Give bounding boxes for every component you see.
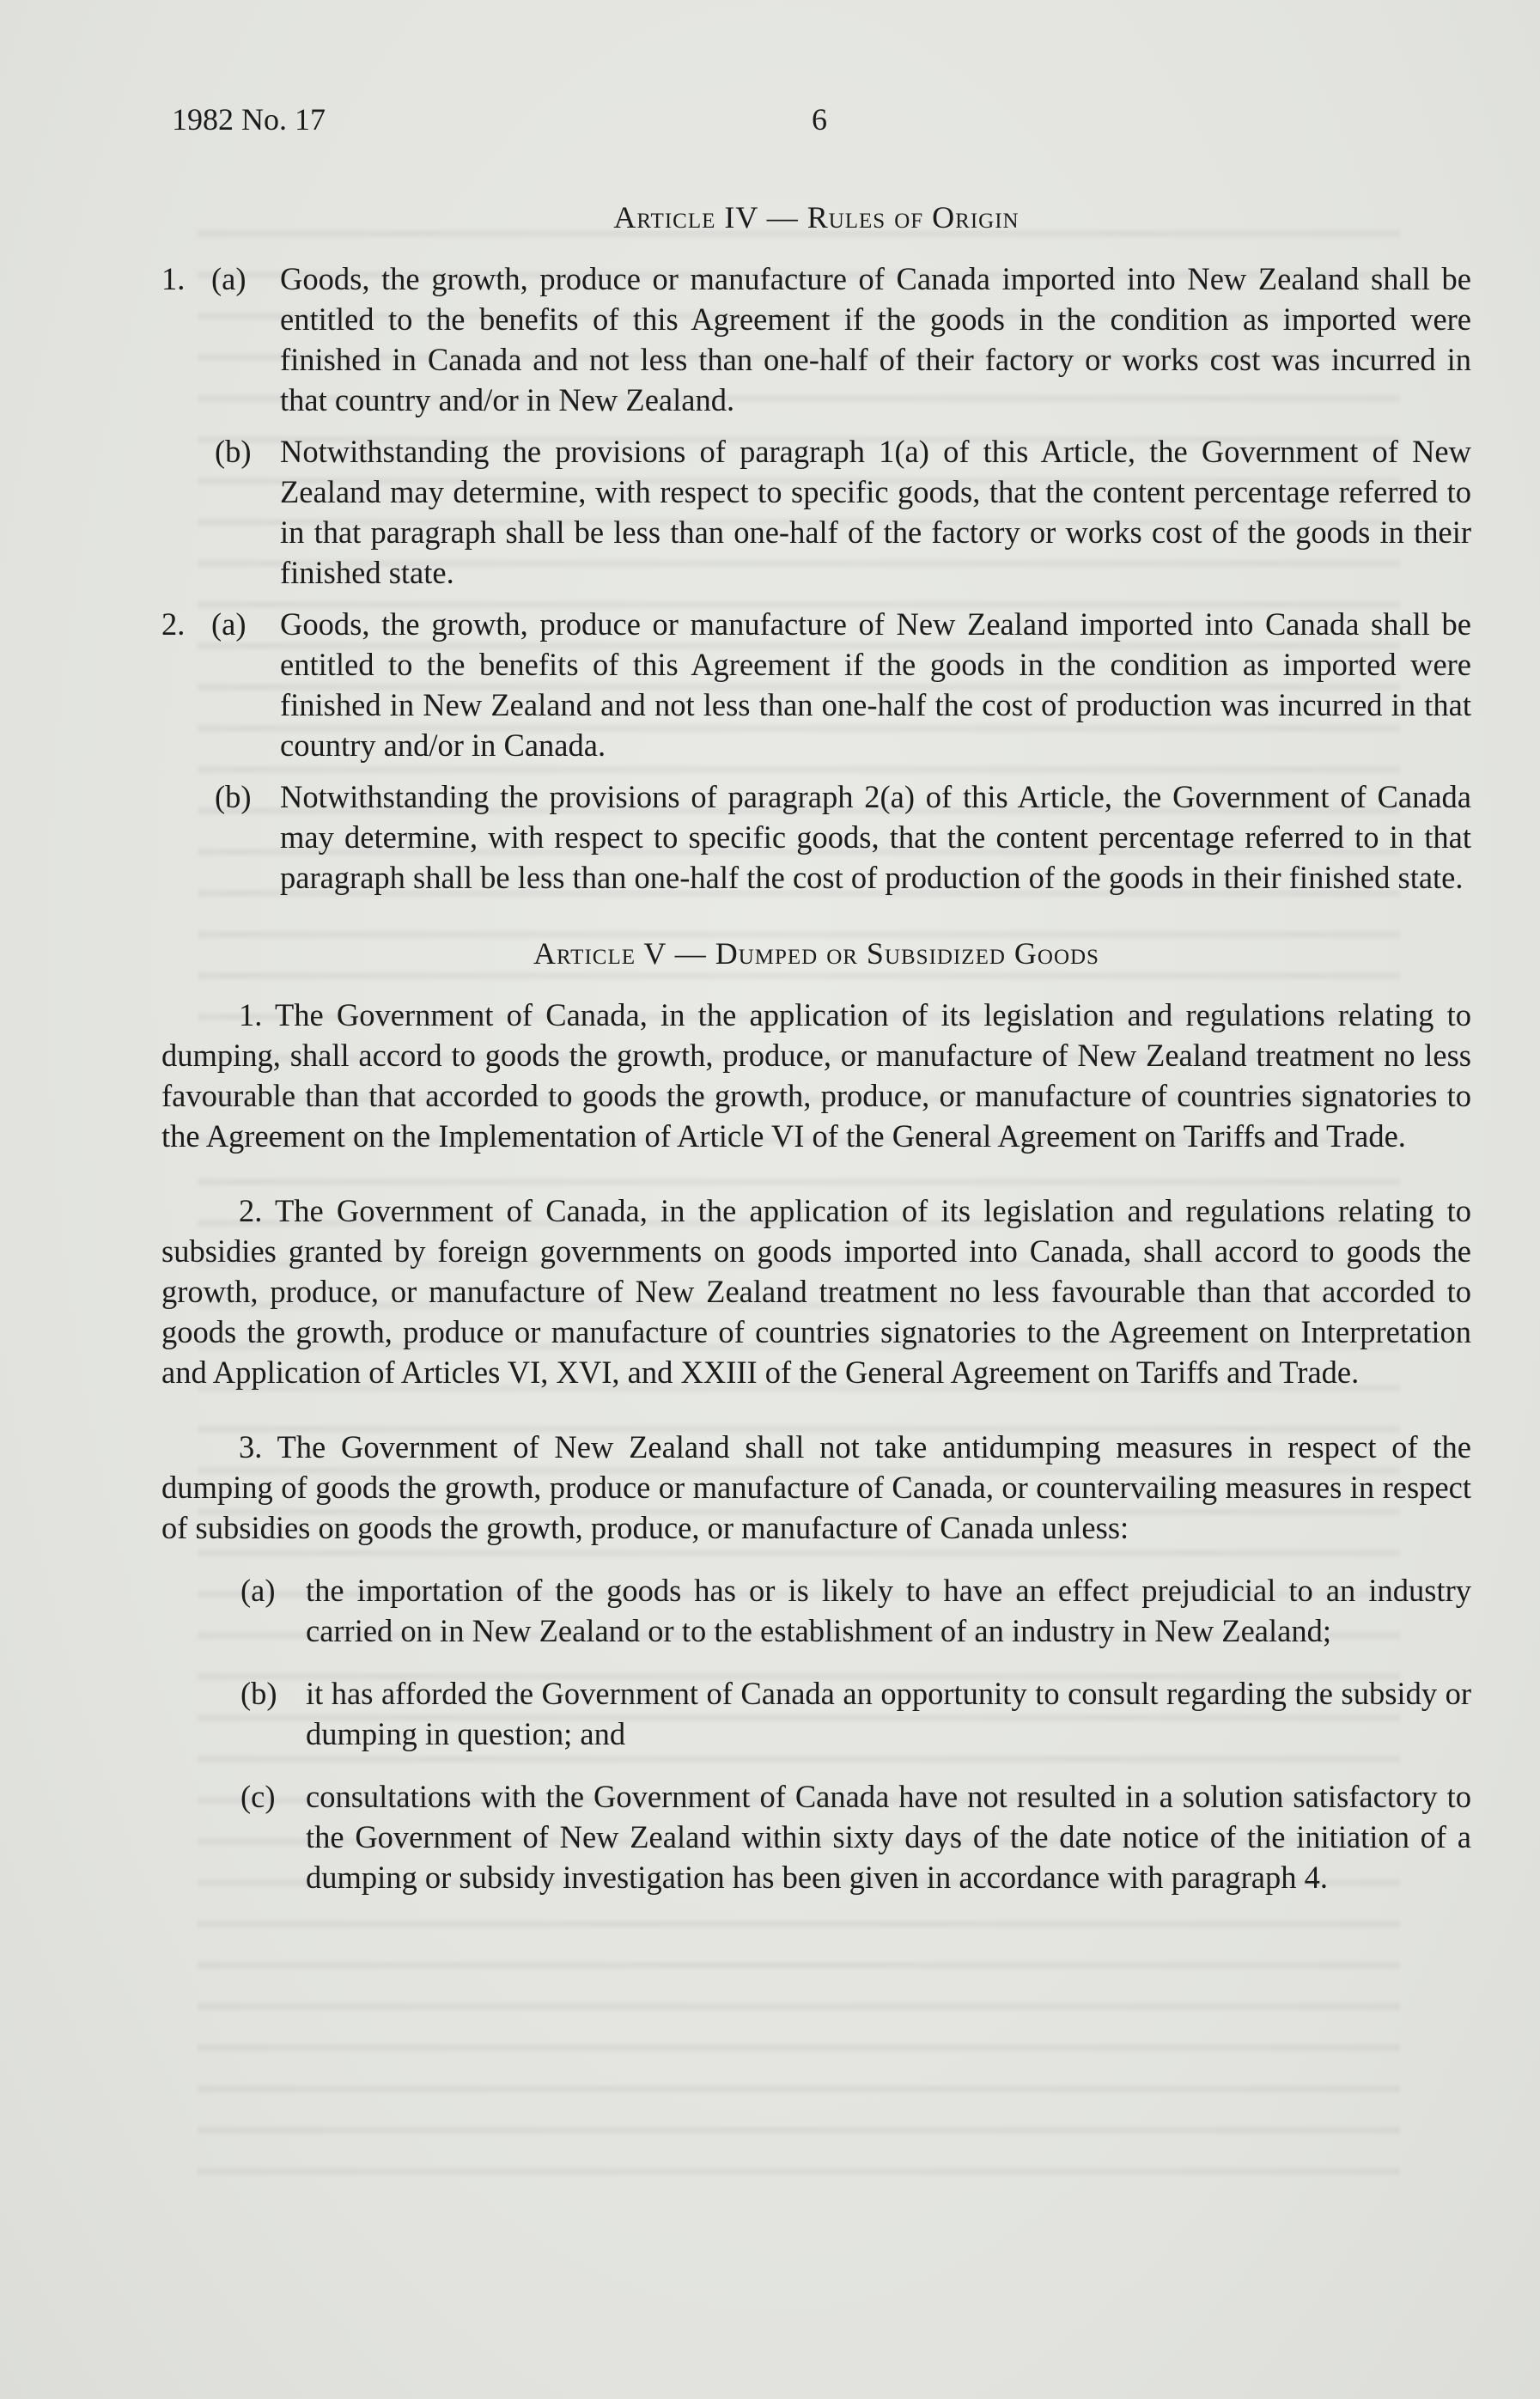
document-body — [161, 198, 1471, 1920]
subitem-text: consultations with the Government of Canada have not resulted in a solution satisfactory to the Government of New Zealand within sixty days of the date notice of the initiation of a dumping or subsidy investigation has been given in accordance with paragraph 4. — [306, 1779, 1471, 1895]
article-v-subitem — [161, 1776, 1471, 1897]
item-label: (b) — [215, 779, 252, 814]
item-number: 2. — [161, 606, 186, 642]
item-label: (a) — [211, 606, 247, 642]
subitem-label: (c) — [240, 1779, 276, 1814]
item-label: (a) — [211, 261, 247, 296]
article-v-subitem — [161, 1570, 1471, 1651]
article-v-paragraph: 2. The Government of Canada, in the application of its legislation and regulations relating to subsidies granted by foreign governments on goods imported into Canada, shall accord to goods the growth, produce, or manufacture of New Zealand treatment no less favourable than that accorded to goods the growth, produce or manufacture of countries signatories to the Agreement on Interpretation and Application of Articles VI, XVI, and XXIII of the General Agreement on Tariffs and Trade. — [161, 1193, 1471, 1390]
item-text: Goods, the growth, produce or manufacture of New Zealand imported into Canada shall be entitled to the benefits of this Agreement if the goods in the condition as imported were finished in New Zealand and not less than one-half the cost of production was incurred in that country and/or in Canada. — [280, 606, 1471, 763]
article-iv-item — [161, 431, 1471, 593]
item-text: Notwithstanding the provisions of paragraph 1(a) of this Article, the Government of New Zealand may determine, with respect to specific goods, that the content percentage referred to in that paragraph shall be less than one-half of the factory or works cost of the goods in their finished state. — [280, 434, 1471, 590]
item-text: Goods, the growth, produce or manufacture of Canada imported into New Zealand shall be entitled to the benefits of this Agreement if the goods in the condition as imported were finished in Canada and not less than one-half of their factory or works cost was incurred in that country and/or in New Zealand. — [280, 261, 1471, 417]
article-v-subitem — [161, 1673, 1471, 1754]
page-number: 6 — [812, 102, 827, 137]
article-iv-item — [161, 776, 1471, 898]
article-iv-item — [161, 259, 1471, 420]
article-iv-item — [161, 604, 1471, 765]
article-v-heading: Article V — Dumped or Subsidized Goods — [533, 936, 1099, 971]
document-reference: 1982 No. 17 — [172, 102, 326, 137]
item-text: Notwithstanding the provisions of paragraph 2(a) of this Article, the Government of Canada may determine, with respect to specific goods, that the content percentage referred to in that paragraph shall be less than one-half the cost of production of the goods in their finished state. — [280, 779, 1471, 895]
article-v-paragraph: 3. The Government of New Zealand shall not take antidumping measures in respect of the dumping of goods the growth, produce or manufacture of Canada, or countervailing measures in respect of subsidies on goods the growth, produce, or manufacture of Canada unless: — [161, 1429, 1471, 1545]
item-number: 1. — [161, 261, 186, 296]
subitem-label: (b) — [240, 1676, 277, 1711]
subitem-text: it has afforded the Government of Canada an opportunity to consult regarding the subsidy or dumping in question; and — [306, 1676, 1471, 1751]
item-label: (b) — [215, 434, 252, 469]
article-iv-heading: Article IV — Rules of Origin — [613, 200, 1020, 234]
subitem-text: the importation of the goods has or is likely to have an effect prejudicial to an industry carried on in New Zealand or to the establishment of an industry in New Zealand; — [306, 1573, 1471, 1648]
article-v-paragraph: 1. The Government of Canada, in the application of its legislation and regulations relating to dumping, shall accord to goods the growth, produce, or manufacture of New Zealand treatment no less favourable than that accorded to goods the growth, produce, or manufacture of countries signatories to the Agreement on the Implementation of Article VI of the General Agreement on Tariffs and Trade. — [161, 997, 1471, 1154]
subitem-label: (a) — [240, 1573, 276, 1608]
